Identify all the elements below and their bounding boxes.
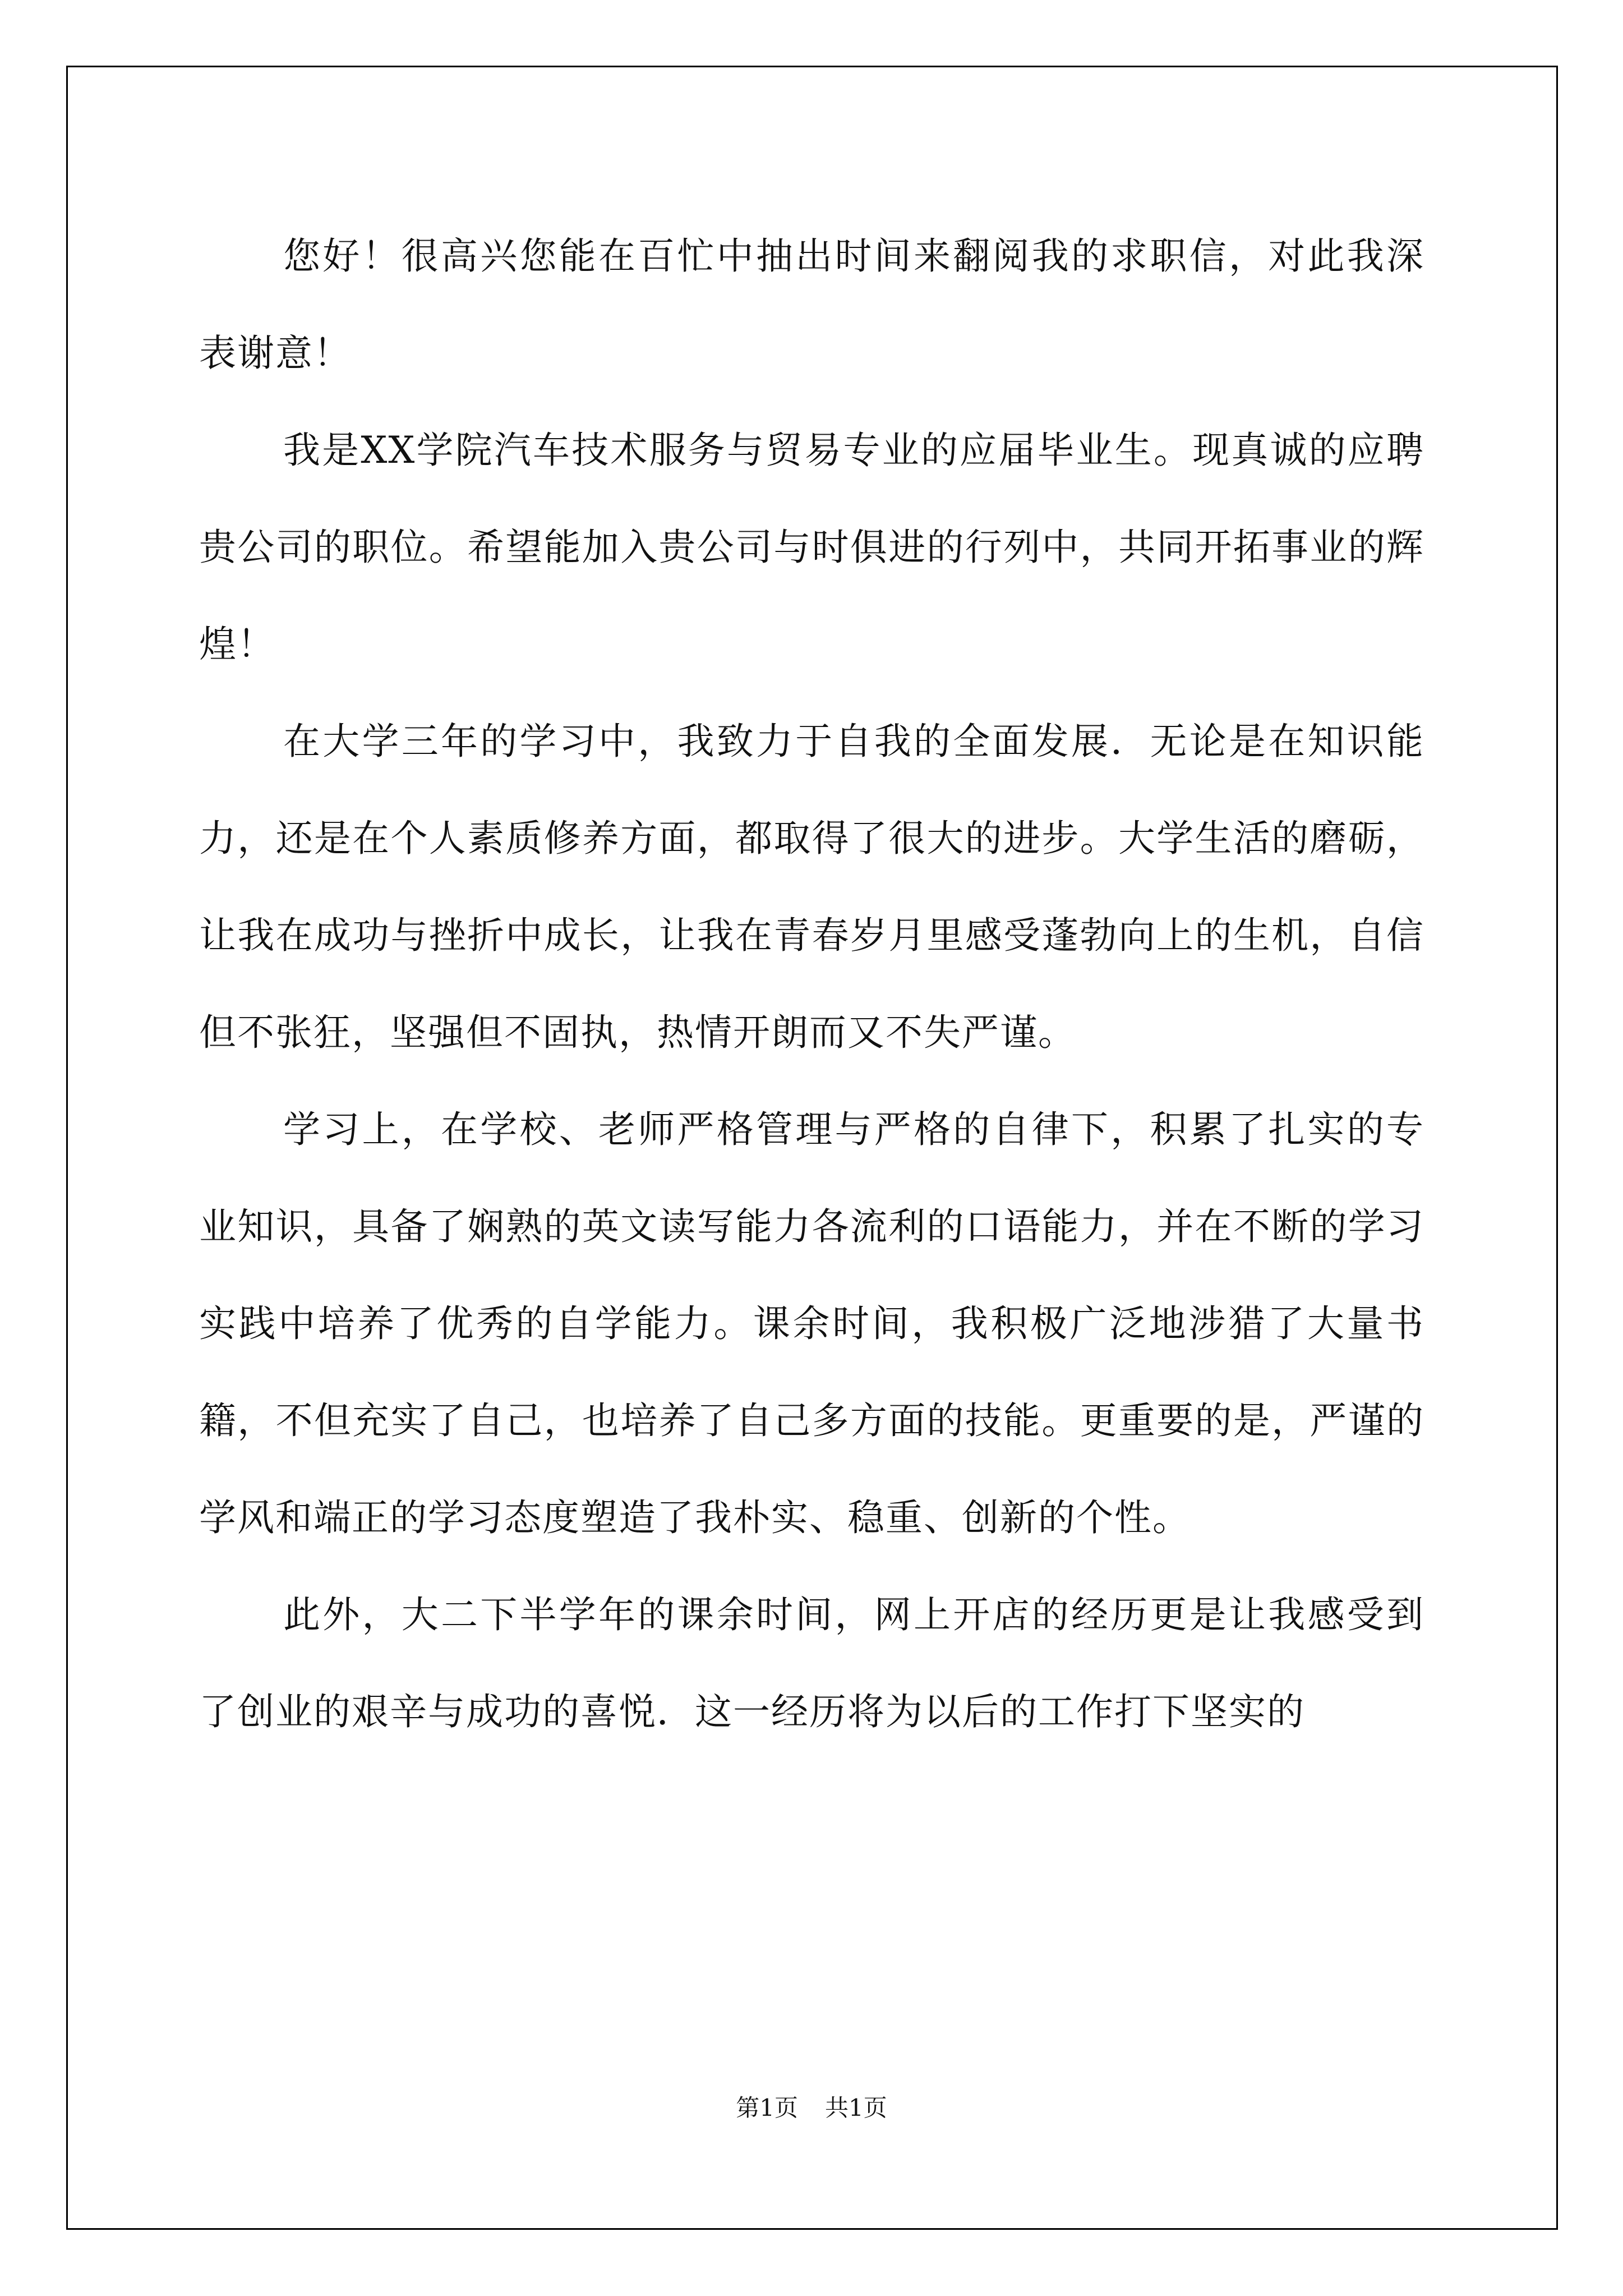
- paragraph-university-development: 在大学三年的学习中，我致力于自我的全面发展．无论是在知识能力，还是在个人素质修养方面，都取得了很大的进步。大学生活的磨砺，让我在成功与挫折中成长，让我在青春岁月里感受蓬勃向上的生机，自信但不张狂，坚强但不固执，热情开朗而又不失严谨。: [199, 720, 1424, 1054]
- paragraph-greeting: 您好！很高兴您能在百忙中抽出时间来翻阅我的求职信，对此我深表谢意！: [199, 234, 1424, 375]
- page-footer: [0, 2090, 1623, 2123]
- letter-body: [199, 208, 1424, 1760]
- paragraph-online-store: 此外，大二下半学年的课余时间，网上开店的经历更是让我感受到了创业的艰辛与成功的喜悦．这一经历将为以后的工作打下坚实的: [199, 1593, 1424, 1733]
- paragraph-introduction: 我是XX学院汽车技术服务与贸易专业的应届毕业生。现真诚的应聘贵公司的职位。希望能加入贵公司与时俱进的行列中，共同开拓事业的辉煌！: [199, 429, 1424, 666]
- page-total: 共1页: [825, 2094, 887, 2122]
- paragraph-study: 学习上，在学校、老师严格管理与严格的自律下，积累了扎实的专业知识，具备了娴熟的英文读写能力各流利的口语能力，并在不断的学习实践中培养了优秀的自学能力。课余时间，我积极广泛地涉猎了大量书籍，不但充实了自己，也培养了自己多方面的技能。更重要的是，严谨的学风和端正的学习态度塑造了我朴实、稳重、创新的个性。: [199, 1108, 1424, 1539]
- page-number: 第1页: [736, 2094, 798, 2122]
